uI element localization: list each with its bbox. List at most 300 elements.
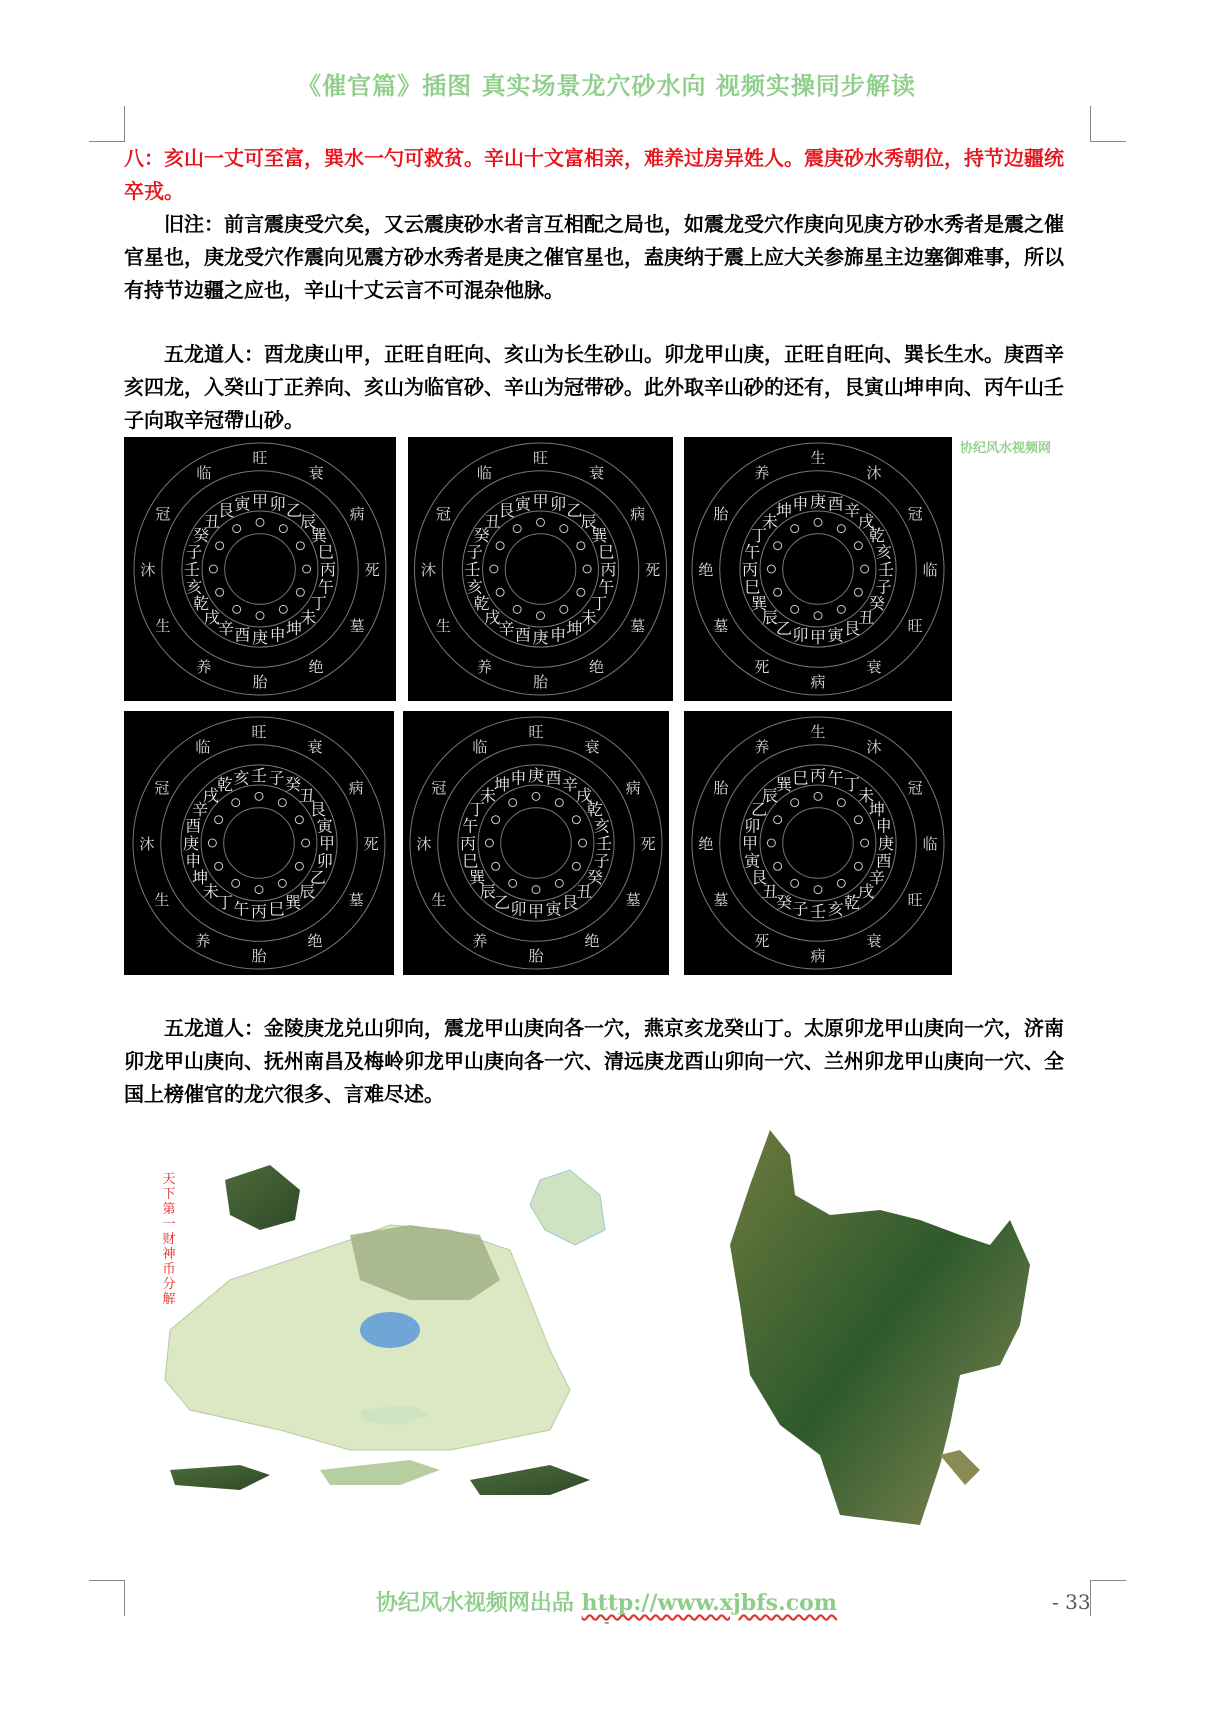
map-piece <box>320 1460 440 1485</box>
compass-dot <box>854 542 862 550</box>
compass-outer-label: 临 <box>922 561 938 579</box>
compass-inner-label: 巽 <box>775 775 792 795</box>
compass-inner-label: 丁 <box>216 892 233 912</box>
compass-inner-label: 辛 <box>868 868 885 888</box>
compass-inner-label: 辰 <box>300 511 317 531</box>
compass-inner-label: 午 <box>233 899 250 919</box>
compass-outer-label: 病 <box>625 778 641 797</box>
compass-inner-label: 亥 <box>827 899 844 919</box>
compass-outer-label: 旺 <box>252 448 268 467</box>
compass-inner-label: 乾 <box>473 594 490 614</box>
compass-inner-label: 丁 <box>591 594 608 614</box>
compass-inner-label: 癸 <box>473 525 490 545</box>
compass-inner-label: 卯 <box>269 494 286 514</box>
map-piece <box>530 1170 605 1245</box>
compass-outer-label: 胎 <box>713 504 729 523</box>
compass-outer-label: 墓 <box>713 891 729 910</box>
compass-svg <box>684 711 952 975</box>
compass-inner-label: 坤 <box>868 799 885 819</box>
compass-inner-label: 癸 <box>193 525 210 545</box>
compass-inner-label: 癸 <box>586 868 603 888</box>
compass-inner-label: 寅 <box>744 851 761 871</box>
compass-ring <box>133 717 385 969</box>
map-lake <box>360 1312 420 1348</box>
paragraph-wulong-1: 五龙道人：酉龙庚山甲，正旺自旺向、亥山为长生砂山。卯龙甲山庚，正旺自旺向、巽长生水。庚酉辛亥四龙，入癸山丁正养向、亥山为临官砂、辛山为冠带砂。此外取辛山砂的还有，艮寅山坤申向、丙午山壬子向取辛冠帶山砂。 <box>124 342 1064 432</box>
compass-outer-label: 冠 <box>154 778 170 797</box>
compass-dot <box>496 542 504 550</box>
map-piece <box>470 1465 590 1495</box>
compass-dot <box>854 862 862 870</box>
compass-inner-label: 子 <box>792 899 809 919</box>
compass-ring <box>224 808 295 879</box>
compass-inner-label: 辛 <box>562 775 579 795</box>
compass-inner-label: 戌 <box>202 785 219 805</box>
compass-dot <box>837 799 845 807</box>
compass-dot <box>233 525 241 533</box>
compass-inner-label: 巽 <box>285 892 302 912</box>
compass-outer-label: 死 <box>364 561 380 579</box>
crop-mark <box>89 1580 125 1581</box>
compass-ring <box>783 534 854 605</box>
map-region <box>940 1450 980 1485</box>
compass-inner-label: 乙 <box>775 618 792 638</box>
compass-inner-label: 庚 <box>251 628 269 648</box>
compass-svg <box>124 437 396 701</box>
compass-ring <box>501 808 572 879</box>
compass-inner-label: 午 <box>744 542 761 562</box>
compass-inner-label: 巽 <box>310 525 327 545</box>
compass-dot <box>279 525 287 533</box>
compass-inner-label: 寅 <box>234 494 251 514</box>
page-header: 《催官篇》插图 真实场景龙穴砂水向 视频实操同步解读 <box>297 71 916 100</box>
compass-outer-label: 病 <box>810 947 826 966</box>
compass-chart <box>124 437 396 701</box>
paragraph-wulong-2: 五龙道人：金陵庚龙兑山卯向，震龙甲山庚向各一穴，燕京亥龙癸山丁。太原卯龙甲山庚向一穴，济南卯龙甲山庚向、抚州南昌及梅岭卯龙甲山庚向各一穴、清远庚龙酉山卯向一穴、兰州卯龙甲山庚向一穴、全国上榜催官的龙穴很多、言难尽述。 <box>124 1016 1064 1106</box>
compass-outer-label: 生 <box>810 722 826 741</box>
compass-dot <box>490 565 498 573</box>
compass-dot <box>255 792 263 800</box>
compass-outer-label: 沐 <box>139 835 155 853</box>
compass-outer-label: 沐 <box>416 835 432 853</box>
compass-dot <box>532 792 540 800</box>
compass-dot <box>532 886 540 894</box>
compass-inner-label: 巳 <box>792 768 809 788</box>
compass-dot <box>774 542 782 550</box>
compass-svg <box>124 711 394 975</box>
compass-dot <box>256 612 264 620</box>
page-number: - 33 <box>1052 1590 1091 1614</box>
crop-mark <box>1090 106 1091 142</box>
compass-dot <box>509 879 517 887</box>
compass-outer-label: 死 <box>754 932 770 951</box>
compass-dot <box>837 525 845 533</box>
compass-inner-label: 未 <box>580 608 597 628</box>
compass-inner-label: 壬 <box>596 834 613 853</box>
compass-ring <box>415 443 667 695</box>
compass-outer-label: 沐 <box>420 561 436 579</box>
compass-dot <box>854 816 862 824</box>
map-legend: 天下第一财神币分解 <box>162 1172 176 1307</box>
compass-dot <box>791 525 799 533</box>
compass-outer-label: 死 <box>640 835 656 853</box>
compass-inner-label: 子 <box>186 542 203 562</box>
compass-outer-label: 衰 <box>308 463 324 482</box>
compass-dot <box>256 518 264 526</box>
compass-dot <box>577 542 585 550</box>
compass-inner-label: 庚 <box>532 628 549 648</box>
compass-inner-label: 卯 <box>744 816 761 836</box>
compass-outer-label: 胎 <box>713 778 729 797</box>
compass-inner-label: 艮 <box>498 501 515 521</box>
compass-outer-label: 绝 <box>308 658 324 677</box>
compass-outer-label: 旺 <box>907 891 923 910</box>
map-piece <box>225 1165 300 1230</box>
compass-dot <box>302 839 310 847</box>
compass-outer-label: 旺 <box>251 722 267 741</box>
satellite-map-image <box>720 1125 1080 1535</box>
compass-inner-label: 戌 <box>858 882 875 902</box>
compass-dot <box>496 588 504 596</box>
compass-outer-label: 旺 <box>907 617 923 636</box>
compass-inner-label: 壬 <box>878 560 895 579</box>
compass-inner-label: 艮 <box>562 892 579 912</box>
compass-inner-label: 乾 <box>586 799 603 819</box>
compass-outer-label: 生 <box>154 891 170 910</box>
coin-map-svg <box>150 1150 670 1520</box>
compass-dot <box>255 886 263 894</box>
compass-inner-label: 卯 <box>510 899 527 919</box>
compass-inner-label: 未 <box>300 608 317 628</box>
compass-dot <box>279 605 287 613</box>
paragraph-old-note: 旧注：前言震庚受穴矣，又云震庚砂水者言互相配之局也，如震龙受穴作庚向见庚方砂水秀者是震之催官星也，庚龙受穴作震向见震方砂水秀者是庚之催官星也，盍庚纳于震上应大关参旆星主边塞御难事，所以有持节边疆之应也，辛山十丈云言不可混杂他脉。 <box>124 212 1064 302</box>
compass-dot <box>555 799 563 807</box>
compass-inner-label: 癸 <box>868 594 885 614</box>
compass-inner-label: 未 <box>761 511 778 531</box>
coin-map-image <box>150 1150 670 1520</box>
compass-chart <box>684 437 952 701</box>
compass-dot <box>215 862 223 870</box>
compass-inner-label: 丑 <box>203 511 220 531</box>
compass-dot <box>278 799 286 807</box>
compass-inner-label: 乾 <box>844 892 861 912</box>
compass-outer-label: 冠 <box>907 778 923 797</box>
compass-inner-label: 庚 <box>878 834 895 853</box>
compass-inner-label: 戌 <box>858 511 875 531</box>
footer-url-link[interactable]: http://www.xjbfs.com <box>581 1590 838 1616</box>
satellite-map-svg <box>720 1125 1080 1535</box>
compass-outer-label: 衰 <box>589 463 605 482</box>
compass-outer-label: 绝 <box>698 561 714 579</box>
compass-inner-label: 丑 <box>484 511 501 531</box>
compass-inner-label: 壬 <box>464 560 481 579</box>
crop-mark <box>1090 141 1126 142</box>
compass-svg <box>403 711 669 975</box>
compass-dot <box>854 588 862 596</box>
compass-inner-label: 甲 <box>527 902 545 922</box>
compass-inner-label: 艮 <box>309 799 326 819</box>
compass-inner-label: 壬 <box>809 902 827 922</box>
compass-ring <box>783 808 854 879</box>
compass-outer-label: 胎 <box>528 947 544 966</box>
compass-dot <box>513 525 521 533</box>
compass-inner-label: 巳 <box>317 542 334 562</box>
compass-inner-label: 未 <box>479 785 496 805</box>
compass-inner-label: 申 <box>269 625 286 645</box>
compass-inner-label: 申 <box>550 625 567 645</box>
crop-mark <box>89 141 125 142</box>
compass-dot <box>295 862 303 870</box>
compass-dot <box>767 565 775 573</box>
compass-svg <box>408 437 673 701</box>
compass-inner-label: 酉 <box>827 494 844 514</box>
compass-inner-label: 辰 <box>761 608 778 628</box>
compass-dot <box>814 886 822 894</box>
compass-outer-label: 养 <box>754 463 770 482</box>
compass-outer-label: 旺 <box>532 448 549 467</box>
compass-inner-label: 卯 <box>550 494 567 514</box>
compass-inner-label: 乙 <box>286 501 303 521</box>
compass-inner-label: 辰 <box>761 785 778 805</box>
compass-outer-label: 临 <box>196 463 212 482</box>
compass-dot <box>577 588 585 596</box>
compass-inner-label: 亥 <box>875 542 892 562</box>
compass-inner-label: 寅 <box>316 816 333 836</box>
compass-dot <box>216 542 224 550</box>
compass-ring <box>225 534 296 605</box>
compass-inner-label: 巳 <box>744 577 761 597</box>
compass-inner-label: 巳 <box>268 899 285 919</box>
compass-chart <box>408 437 673 701</box>
compass-outer-label: 墓 <box>349 617 365 636</box>
compass-inner-label: 艮 <box>751 868 768 888</box>
compass-dot <box>509 799 517 807</box>
compass-inner-label: 子 <box>268 768 285 788</box>
compass-outer-label: 生 <box>155 617 171 636</box>
compass-outer-label: 病 <box>349 504 365 523</box>
compass-dot <box>791 605 799 613</box>
compass-outer-label: 胎 <box>532 673 549 692</box>
compass-outer-label: 墓 <box>630 617 646 636</box>
compass-inner-label: 酉 <box>185 816 202 836</box>
compass-outer-label: 养 <box>472 932 488 951</box>
compass-dot <box>767 839 775 847</box>
compass-dot <box>814 792 822 800</box>
compass-inner-label: 坤 <box>286 618 303 638</box>
compass-inner-label: 甲 <box>809 628 827 648</box>
compass-inner-label: 丙 <box>600 560 617 579</box>
compass-inner-label: 丑 <box>761 882 778 902</box>
compass-inner-label: 戌 <box>576 785 593 805</box>
compass-inner-label: 未 <box>858 785 875 805</box>
compass-outer-label: 生 <box>431 891 447 910</box>
compass-inner-label: 丙 <box>741 560 758 579</box>
compass-inner-label: 子 <box>875 577 892 597</box>
compass-outer-label: 冠 <box>155 504 171 523</box>
compass-outer-label: 临 <box>922 835 938 853</box>
compass-dot <box>560 525 568 533</box>
compass-dot <box>295 816 303 824</box>
compass-outer-label: 墓 <box>348 891 364 910</box>
compass-inner-label: 戌 <box>484 608 501 628</box>
compass-dot <box>791 879 799 887</box>
compass-dot <box>861 839 869 847</box>
compass-inner-label: 乙 <box>493 892 510 912</box>
compass-outer-label: 绝 <box>584 932 600 951</box>
compass-outer-label: 沐 <box>866 737 882 756</box>
compass-outer-label: 墓 <box>625 891 641 910</box>
compass-inner-label: 甲 <box>319 834 336 853</box>
compass-inner-label: 艮 <box>217 501 234 521</box>
compass-outer-label: 冠 <box>907 504 923 523</box>
compass-inner-label: 甲 <box>251 491 269 511</box>
compass-outer-label: 冠 <box>435 504 451 523</box>
compass-outer-label: 养 <box>195 932 211 951</box>
map-piece <box>170 1465 270 1490</box>
compass-inner-label: 酉 <box>514 625 531 645</box>
compass-outer-label: 沐 <box>866 463 882 482</box>
compass-inner-label: 丙 <box>459 834 476 853</box>
compass-inner-label: 丙 <box>320 560 337 579</box>
compass-inner-label: 辛 <box>498 618 515 638</box>
compass-inner-label: 卯 <box>792 625 809 645</box>
compass-inner-label: 乙 <box>309 868 326 888</box>
compass-outer-label: 病 <box>348 778 364 797</box>
compass-outer-label: 养 <box>476 658 492 677</box>
compass-ring <box>692 717 944 969</box>
compass-dot <box>233 605 241 613</box>
compass-outer-label: 胎 <box>252 673 268 692</box>
compass-outer-label: 旺 <box>528 722 544 741</box>
compass-inner-label: 酉 <box>875 851 892 871</box>
compass-chart <box>684 711 952 975</box>
compass-inner-label: 乙 <box>751 799 768 819</box>
compass-inner-label: 子 <box>593 851 610 871</box>
compass-inner-label: 壬 <box>183 560 200 579</box>
compass-inner-label: 坤 <box>775 501 792 521</box>
compass-dot <box>791 799 799 807</box>
compass-inner-label: 丑 <box>576 882 593 902</box>
compass-outer-label: 衰 <box>866 932 882 951</box>
compass-inner-label: 甲 <box>532 491 549 511</box>
compass-inner-label: 巳 <box>598 542 615 562</box>
compass-inner-label: 丁 <box>844 775 861 795</box>
compass-inner-label: 申 <box>185 851 202 871</box>
compass-outer-label: 临 <box>472 737 488 756</box>
compass-inner-label: 巳 <box>462 851 479 871</box>
compass-outer-label: 病 <box>810 673 826 692</box>
compass-outer-label: 衰 <box>307 737 323 756</box>
compass-inner-label: 辛 <box>844 501 861 521</box>
compass-inner-label: 酉 <box>234 625 251 645</box>
compass-dot <box>303 565 311 573</box>
compass-inner-label: 丙 <box>250 902 268 922</box>
compass-inner-label: 亥 <box>233 768 250 788</box>
watermark: 协纪风水视频网 <box>960 441 1052 456</box>
compass-outer-label: 病 <box>630 504 646 523</box>
compass-chart <box>403 711 669 975</box>
compass-inner-label: 辛 <box>192 799 209 819</box>
compass-outer-label: 临 <box>476 463 492 482</box>
compass-inner-label: 坤 <box>566 618 583 638</box>
compass-dot <box>555 879 563 887</box>
crop-mark <box>124 106 125 142</box>
compass-dot <box>537 612 545 620</box>
compass-dot <box>513 605 521 613</box>
compass-inner-label: 丑 <box>299 785 316 805</box>
compass-outer-label: 绝 <box>307 932 323 951</box>
compass-inner-label: 亥 <box>466 577 483 597</box>
compass-outer-label: 绝 <box>698 835 714 853</box>
compass-outer-label: 死 <box>645 561 661 579</box>
paragraph-verse: 八：亥山一丈可至富，巽水一勺可救贫。辛山十文富相亲，难养过房异姓人。震庚砂水秀朝位，持节边疆统卒戎。 <box>124 146 1064 203</box>
compass-outer-label: 绝 <box>589 658 605 677</box>
compass-inner-label: 艮 <box>844 618 861 638</box>
footer-publisher: 协纪风水视频网出品 <box>375 1590 574 1616</box>
compass-inner-label: 坤 <box>493 775 510 795</box>
compass-inner-label: 午 <box>317 577 334 597</box>
compass-inner-label: 辰 <box>299 882 316 902</box>
compass-dot <box>579 839 587 847</box>
compass-dot <box>774 588 782 596</box>
compass-chart <box>124 711 394 975</box>
compass-inner-label: 坤 <box>192 868 209 888</box>
compass-dot <box>216 588 224 596</box>
compass-inner-label: 庚 <box>809 491 827 511</box>
compass-inner-label: 乾 <box>868 525 885 545</box>
compass-outer-label: 生 <box>810 448 826 467</box>
compass-dot <box>208 839 216 847</box>
compass-dot <box>560 605 568 613</box>
compass-dot <box>774 862 782 870</box>
compass-outer-label: 养 <box>196 658 212 677</box>
compass-dot <box>296 542 304 550</box>
compass-inner-label: 戌 <box>203 608 220 628</box>
compass-dot <box>485 839 493 847</box>
compass-inner-label: 申 <box>792 494 809 514</box>
compass-inner-label: 亥 <box>186 577 203 597</box>
compass-inner-label: 庚 <box>527 765 545 785</box>
compass-inner-label: 癸 <box>775 892 792 912</box>
compass-inner-label: 庚 <box>182 834 199 853</box>
compass-ring <box>410 717 662 969</box>
compass-inner-label: 丙 <box>809 765 827 785</box>
compass-ring <box>134 443 386 695</box>
compass-inner-label: 寅 <box>545 899 562 919</box>
compass-inner-label: 申 <box>875 816 892 836</box>
compass-dot <box>232 879 240 887</box>
compass-svg <box>684 437 952 701</box>
compass-inner-label: 乾 <box>193 594 210 614</box>
compass-dot <box>492 862 500 870</box>
compass-inner-label: 午 <box>462 816 479 836</box>
compass-inner-label: 寅 <box>827 625 844 645</box>
crop-mark <box>1090 1580 1126 1581</box>
compass-dot <box>492 816 500 824</box>
compass-inner-label: 未 <box>202 882 219 902</box>
compass-inner-label: 卯 <box>316 851 333 871</box>
compass-outer-label: 生 <box>435 617 451 636</box>
compass-dot <box>209 565 217 573</box>
compass-inner-label: 壬 <box>250 765 268 785</box>
compass-dot <box>837 605 845 613</box>
compass-inner-label: 乙 <box>566 501 583 521</box>
compass-inner-label: 亥 <box>593 816 610 836</box>
compass-outer-label: 临 <box>195 737 211 756</box>
compass-inner-label: 午 <box>827 768 844 788</box>
compass-outer-label: 墓 <box>713 617 729 636</box>
compass-ring <box>505 534 576 605</box>
compass-inner-label: 寅 <box>514 494 531 514</box>
